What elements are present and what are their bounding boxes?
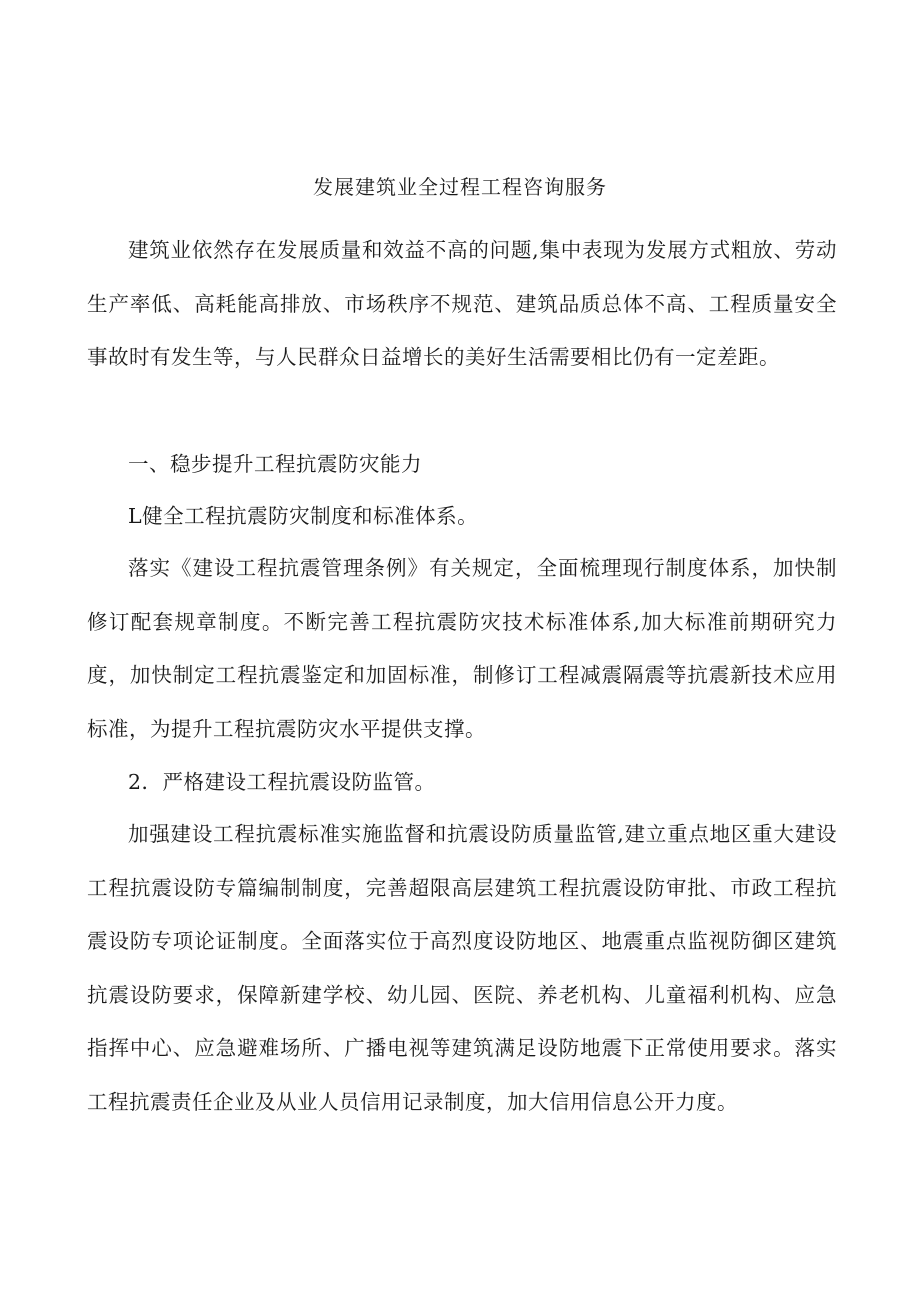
paragraph-standards: 落实《建设工程抗震管理条例》有关规定，全面梳理现行制度体系，加快制修订配套规章制度。不断完善工程抗震防灾技术标准体系,加大标准前期研究力度，加快制定工程抗震鉴定和加固标准，制修订工程减震隔震等抗震新技术应用标准，为提升工程抗震防灾水平提供支撑。	[87, 556, 837, 741]
paragraph-intro: 建筑业依然存在发展质量和效益不高的问题,集中表现为发展方式粗放、劳动生产率低、高耗能高排放、市场秩序不规范、建筑品质总体不高、工程质量安全事故时有发生等，与人民群众日益增长的美好生活需要相比仍有一定差距。	[87, 238, 837, 369]
paragraph-supervision: 加强建设工程抗震标准实施监督和抗震设防质量监管,建立重点地区重大建设工程抗震设防专篇编制制度，完善超限高层建筑工程抗震设防审批、市政工程抗震设防专项论证制度。全面落实位于高烈度设防地区、地震重点监视防御区建筑抗震设防要求，保障新建学校、幼儿园、医院、养老机构、儿童福利机构、应急指挥中心、应急避难场所、广播电视等建筑满足设防地震下正常使用要求。落实工程抗震责任企业及从业人员信用记录制度，加大信用信息公开力度。	[87, 822, 837, 1114]
subsection-heading-2: 2．严格建设工程抗震设防监管。	[128, 770, 436, 794]
document-title: 发展建筑业全过程工程咨询服务	[313, 175, 607, 199]
subsection-heading-1: L健全工程抗震防灾制度和标准体系。	[128, 504, 479, 528]
section-heading-1: 一、稳步提升工程抗震防灾能力	[128, 452, 422, 476]
